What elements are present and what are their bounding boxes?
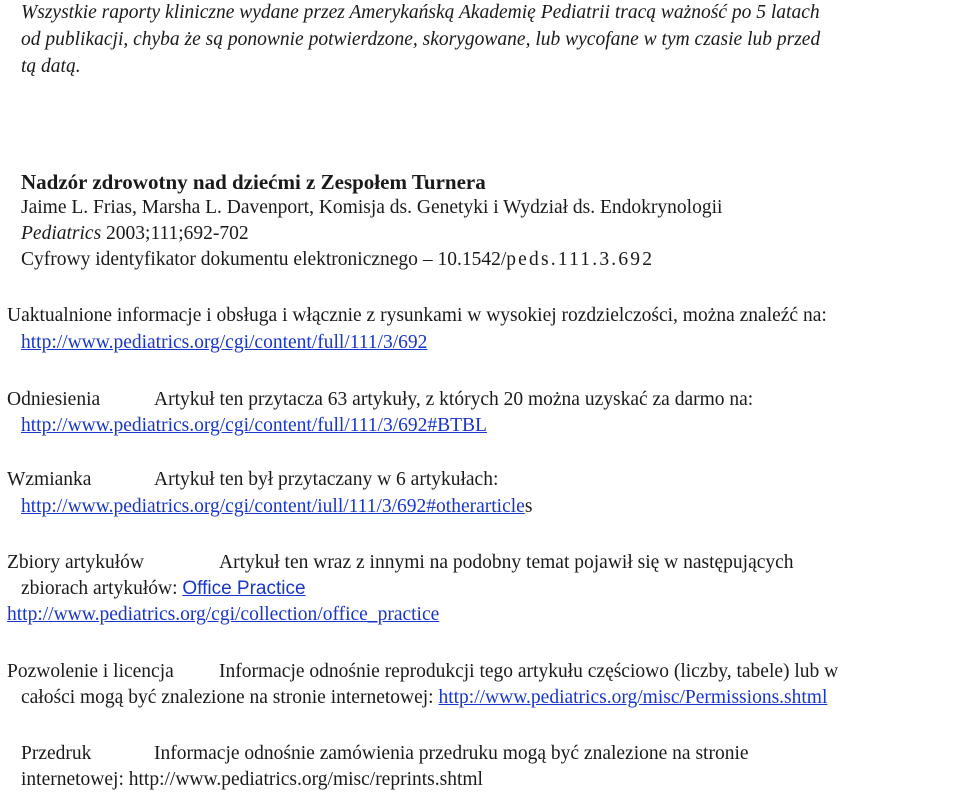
doi-prefix: 10.1542/ [437, 249, 507, 270]
reprints-url[interactable]: http://www.pediatrics.org/misc/reprints.shtml [128, 769, 483, 790]
reprints-line-2 [21, 767, 483, 793]
permissions-link[interactable]: http://www.pediatrics.org/misc/Permissions.shtml [438, 687, 828, 708]
office-practice-link[interactable]: Office Practice [182, 578, 306, 599]
citations-label: Wzmianka [7, 469, 92, 490]
doi-dash: – [422, 249, 433, 270]
collections-link[interactable]: http://www.pediatrics.org/cgi/collection/office_practice [7, 604, 440, 625]
disclaimer-line-2: od publikacji, chyba że są ponownie potwierdzone, skorygowane, lub wycofane w tym czasie lub przed [21, 29, 821, 50]
journal-reference [21, 221, 249, 247]
collections-line-2 [21, 576, 306, 602]
reprints-label: Przedruk [21, 743, 92, 764]
citations-section [7, 467, 498, 493]
article-title: Nadzór zdrowotny nad dziećmi z Zespołem Turnera [21, 170, 486, 194]
updated-info-link[interactable]: http://www.pediatrics.org/cgi/content/full/111/3/692 [21, 332, 428, 353]
reprints-text: Informacje odnośnie zamówienia przedruku mogą być znalezione na stronie [154, 743, 749, 764]
references-text: Artykuł ten przytacza 63 artykuły, z których 20 można uzyskać za darmo na: [154, 389, 754, 410]
doi-line [21, 247, 654, 273]
references-label: Odniesienia [7, 389, 101, 410]
collections-label: Zbiory artykułów [7, 552, 145, 573]
citations-link[interactable]: http://www.pediatrics.org/cgi/content/iull/111/3/692#otherarticle [21, 496, 525, 517]
permissions-line-2 [21, 685, 827, 711]
doi-label: Cyfrowy identyfikator dokumentu elektronicznego [21, 249, 418, 270]
references-link[interactable]: http://www.pediatrics.org/cgi/content/full/111/3/692#BTBL [21, 415, 487, 436]
collections-text: Artykuł ten wraz z innymi na podobny temat pojawił się w następujących [219, 552, 794, 573]
disclaimer-line-3: tą datą. [21, 56, 81, 77]
doi-suffix: peds.111.3.692 [506, 249, 655, 270]
permissions-section [7, 659, 838, 685]
permissions-label: Pozwolenie i licencja [7, 661, 174, 682]
permissions-text: Informacje odnośnie reprodukcji tego artykułu częściowo (liczby, tabele) lub w [219, 661, 839, 682]
collections-section [7, 550, 794, 576]
reprints-text-2: internetowej: [21, 769, 129, 790]
permissions-text-2: całości mogą być znalezione na stronie internetowej: [21, 687, 439, 708]
reprints-section [21, 741, 749, 767]
disclaimer-line-1: Wszystkie raporty kliniczne wydane przez Amerykańską Akademię Pediatrii tracą ważność po 5 latach [21, 2, 820, 23]
collections-text-2: zbiorach artykułów: [21, 578, 183, 599]
citations-link-tail: s [524, 496, 533, 517]
journal-citation: 2003;111;692-702 [101, 223, 249, 244]
updated-info-text: Uaktualnione informacje i obsługa i włącznie z rysunkami w wysokiej rozdzielczości, można znaleźć na: [7, 305, 827, 326]
article-authors: Jaime L. Frias, Marsha L. Davenport, Komisja ds. Genetyki i Wydział ds. Endokrynologii [21, 197, 723, 218]
journal-name: Pediatrics [21, 223, 102, 244]
citations-text: Artykuł ten był przytaczany w 6 artykułach: [154, 469, 499, 490]
references-section [7, 387, 753, 413]
